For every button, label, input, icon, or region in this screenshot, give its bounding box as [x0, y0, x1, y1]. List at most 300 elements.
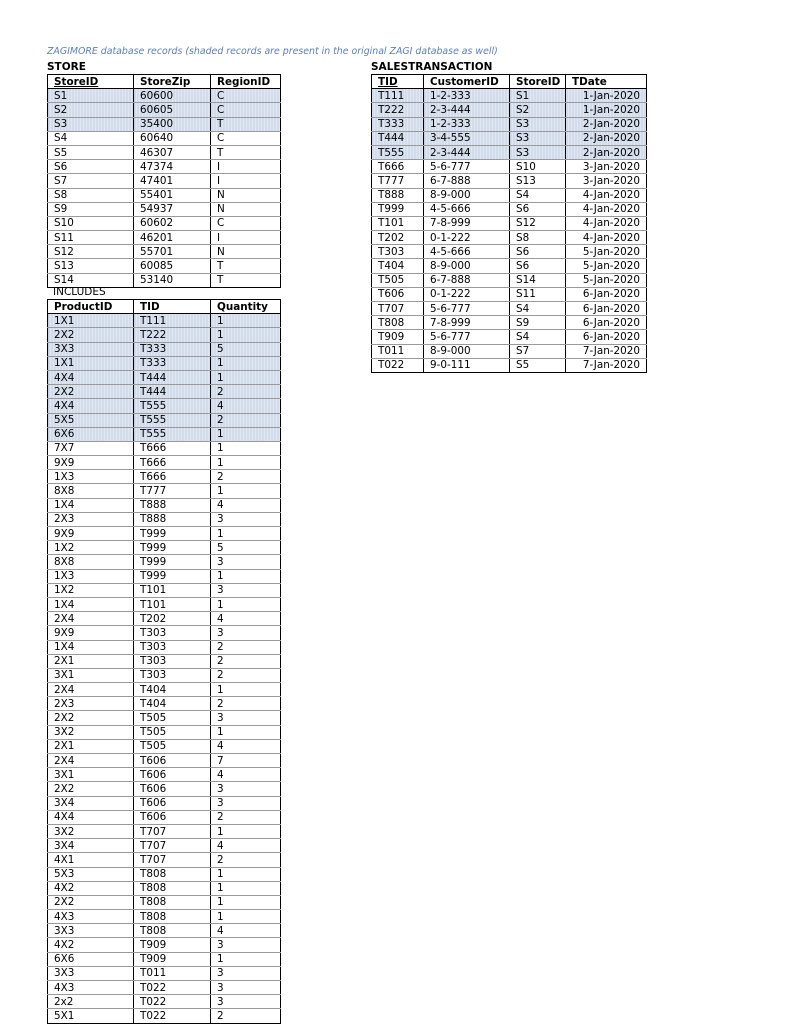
- includes-table-row: [48, 484, 281, 498]
- store-cell: 54937: [134, 202, 211, 216]
- includes-table-row: [48, 583, 281, 597]
- includes-cell: 4: [211, 498, 281, 512]
- includes-table-row: [48, 910, 281, 924]
- store-cell: 47374: [134, 160, 211, 174]
- sales-cell: 8-9-000: [424, 259, 510, 273]
- includes-cell: T505: [134, 739, 211, 753]
- includes-cell: 2X4: [48, 754, 134, 768]
- includes-table-row: [48, 981, 281, 995]
- includes-table-row: [48, 654, 281, 668]
- includes-cell: 9X9: [48, 527, 134, 541]
- includes-cell: 1: [211, 952, 281, 966]
- sales-table-row: [372, 287, 647, 301]
- includes-cell: 2X1: [48, 739, 134, 753]
- includes-cell: 2X2: [48, 711, 134, 725]
- sales-cell: S4: [510, 330, 566, 344]
- includes-cell: 8X8: [48, 484, 134, 498]
- store-header-storeid: StoreID: [48, 75, 134, 89]
- sales-cell: T222: [372, 103, 424, 117]
- includes-cell: T303: [134, 640, 211, 654]
- sales-cell: 1-2-333: [424, 117, 510, 131]
- includes-cell: 6X6: [48, 952, 134, 966]
- includes-cell: 1: [211, 314, 281, 328]
- sales-table-row: [372, 89, 647, 103]
- sales-cell: 6-7-888: [424, 174, 510, 188]
- includes-cell: T888: [134, 512, 211, 526]
- includes-cell: T333: [134, 356, 211, 370]
- includes-cell: 1X4: [48, 640, 134, 654]
- includes-table-row: [48, 683, 281, 697]
- includes-table-row: [48, 895, 281, 909]
- sales-cell: T022: [372, 358, 424, 372]
- sales-cell: 7-8-999: [424, 216, 510, 230]
- store-table-row: [48, 259, 281, 273]
- includes-cell: T666: [134, 456, 211, 470]
- includes-cell: T404: [134, 683, 211, 697]
- sales-cell: 2-Jan-2020: [566, 131, 647, 145]
- includes-cell: 2: [211, 640, 281, 654]
- includes-cell: 3: [211, 555, 281, 569]
- sales-cell: 6-Jan-2020: [566, 316, 647, 330]
- store-cell: I: [211, 174, 281, 188]
- includes-cell: 7: [211, 754, 281, 768]
- includes-cell: T444: [134, 385, 211, 399]
- includes-cell: 4X4: [48, 399, 134, 413]
- includes-cell: 3: [211, 796, 281, 810]
- sales-cell: 1-Jan-2020: [566, 103, 647, 117]
- includes-cell: T999: [134, 569, 211, 583]
- includes-table-row: [48, 370, 281, 384]
- includes-table-row: [48, 385, 281, 399]
- includes-cell: 1X4: [48, 597, 134, 611]
- includes-cell: 2: [211, 668, 281, 682]
- includes-header-tid: TID: [134, 300, 211, 314]
- sales-table-row: [372, 103, 647, 117]
- includes-cell: 3X1: [48, 668, 134, 682]
- includes-cell: T666: [134, 470, 211, 484]
- sales-cell: 2-Jan-2020: [566, 145, 647, 159]
- store-cell: C: [211, 89, 281, 103]
- sales-table-row: [372, 202, 647, 216]
- includes-cell: 4: [211, 739, 281, 753]
- includes-cell: 3: [211, 938, 281, 952]
- includes-cell: T808: [134, 910, 211, 924]
- includes-cell: 3: [211, 512, 281, 526]
- includes-cell: 9X9: [48, 626, 134, 640]
- includes-cell: T707: [134, 839, 211, 853]
- includes-cell: 2: [211, 853, 281, 867]
- includes-cell: T999: [134, 541, 211, 555]
- sales-cell: 2-Jan-2020: [566, 117, 647, 131]
- store-cell: S7: [48, 174, 134, 188]
- store-cell: S1: [48, 89, 134, 103]
- store-cell: 55701: [134, 245, 211, 259]
- sales-cell: 4-Jan-2020: [566, 188, 647, 202]
- includes-cell: 3X3: [48, 966, 134, 980]
- store-cell: 60605: [134, 103, 211, 117]
- sales-cell: T303: [372, 245, 424, 259]
- includes-cell: 2x2: [48, 995, 134, 1009]
- includes-cell: 2X2: [48, 895, 134, 909]
- includes-cell: T909: [134, 952, 211, 966]
- includes-cell: 1: [211, 867, 281, 881]
- store-cell: I: [211, 231, 281, 245]
- sales-cell: 5-6-777: [424, 330, 510, 344]
- sales-table-row: [372, 259, 647, 273]
- sales-cell: T011: [372, 344, 424, 358]
- sales-cell: 6-Jan-2020: [566, 302, 647, 316]
- includes-cell: 4X2: [48, 881, 134, 895]
- store-cell: I: [211, 160, 281, 174]
- includes-cell: T707: [134, 824, 211, 838]
- sales-cell: T444: [372, 131, 424, 145]
- includes-cell: 1X3: [48, 569, 134, 583]
- includes-cell: 4X3: [48, 981, 134, 995]
- store-table-row: [48, 202, 281, 216]
- sales-cell: 9-0-111: [424, 358, 510, 372]
- includes-cell: T666: [134, 441, 211, 455]
- includes-cell: T808: [134, 867, 211, 881]
- includes-table-row: [48, 427, 281, 441]
- includes-table-row: [48, 924, 281, 938]
- includes-cell: T303: [134, 668, 211, 682]
- store-cell: 55401: [134, 188, 211, 202]
- includes-cell: 3: [211, 966, 281, 980]
- includes-table-row: [48, 342, 281, 356]
- sales-cell: 7-Jan-2020: [566, 358, 647, 372]
- includes-cell: 4X3: [48, 910, 134, 924]
- sales-header-customerid: CustomerID: [424, 75, 510, 89]
- includes-table-title: INCLUDES: [53, 286, 106, 298]
- includes-cell: 3: [211, 626, 281, 640]
- includes-cell: T999: [134, 555, 211, 569]
- includes-table-row: [48, 782, 281, 796]
- sales-cell: S2: [510, 103, 566, 117]
- store-table-row: [48, 188, 281, 202]
- store-cell: S2: [48, 103, 134, 117]
- sales-cell: 6-Jan-2020: [566, 330, 647, 344]
- includes-cell: T444: [134, 370, 211, 384]
- store-cell: N: [211, 245, 281, 259]
- sales-table-row: [372, 160, 647, 174]
- store-cell: 60640: [134, 131, 211, 145]
- sales-cell: 5-6-777: [424, 302, 510, 316]
- store-cell: C: [211, 103, 281, 117]
- sales-cell: 7-Jan-2020: [566, 344, 647, 358]
- store-table-body: [48, 89, 281, 288]
- sales-table-row: [372, 188, 647, 202]
- includes-cell: 3: [211, 782, 281, 796]
- sales-cell: 3-4-555: [424, 131, 510, 145]
- includes-table-row: [48, 966, 281, 980]
- includes-cell: 2: [211, 810, 281, 824]
- includes-cell: 4X4: [48, 370, 134, 384]
- sales-cell: S4: [510, 188, 566, 202]
- sales-cell: 7-8-999: [424, 316, 510, 330]
- includes-cell: T222: [134, 328, 211, 342]
- includes-table-row: [48, 839, 281, 853]
- sales-cell: 4-Jan-2020: [566, 202, 647, 216]
- store-cell: T: [211, 273, 281, 287]
- includes-cell: 1: [211, 441, 281, 455]
- sales-cell: S13: [510, 174, 566, 188]
- includes-table-row: [48, 739, 281, 753]
- includes-cell: T022: [134, 1009, 211, 1023]
- includes-cell: T303: [134, 654, 211, 668]
- includes-table-row: [48, 569, 281, 583]
- includes-table-row: [48, 810, 281, 824]
- sales-table-body: [372, 89, 647, 373]
- includes-cell: 3X3: [48, 924, 134, 938]
- store-table: [47, 74, 281, 288]
- includes-cell: T606: [134, 768, 211, 782]
- includes-table-row: [48, 995, 281, 1009]
- store-cell: 60085: [134, 259, 211, 273]
- includes-cell: T101: [134, 583, 211, 597]
- sales-cell: T606: [372, 287, 424, 301]
- includes-cell: 2X2: [48, 782, 134, 796]
- sales-table-row: [372, 174, 647, 188]
- includes-cell: 1: [211, 597, 281, 611]
- includes-cell: 2X3: [48, 512, 134, 526]
- includes-table-row: [48, 314, 281, 328]
- store-table-row: [48, 117, 281, 131]
- includes-cell: 5X3: [48, 867, 134, 881]
- includes-table-row: [48, 456, 281, 470]
- sales-table-row: [372, 302, 647, 316]
- sales-cell: S10: [510, 160, 566, 174]
- store-table-row: [48, 245, 281, 259]
- includes-cell: 1: [211, 725, 281, 739]
- includes-table-row: [48, 824, 281, 838]
- sales-cell: 4-Jan-2020: [566, 231, 647, 245]
- store-cell: S6: [48, 160, 134, 174]
- includes-table-row: [48, 754, 281, 768]
- includes-table-row: [48, 881, 281, 895]
- sales-cell: 2-3-444: [424, 103, 510, 117]
- includes-cell: 2: [211, 654, 281, 668]
- sales-header-tdate: TDate: [566, 75, 647, 89]
- sales-table-row: [372, 231, 647, 245]
- includes-cell: 4: [211, 768, 281, 782]
- includes-table-row: [48, 597, 281, 611]
- includes-cell: 2: [211, 470, 281, 484]
- includes-cell: T022: [134, 981, 211, 995]
- salestransaction-table: [371, 74, 647, 373]
- includes-cell: 3X4: [48, 839, 134, 853]
- store-cell: S3: [48, 117, 134, 131]
- sales-cell: 2-3-444: [424, 145, 510, 159]
- store-table-row: [48, 174, 281, 188]
- sales-table-row: [372, 117, 647, 131]
- sales-cell: S3: [510, 131, 566, 145]
- sales-cell: T101: [372, 216, 424, 230]
- sales-cell: T888: [372, 188, 424, 202]
- includes-cell: 1: [211, 683, 281, 697]
- sales-cell: S6: [510, 259, 566, 273]
- includes-cell: T606: [134, 810, 211, 824]
- includes-table-row: [48, 527, 281, 541]
- sales-cell: S12: [510, 216, 566, 230]
- sales-cell: 3-Jan-2020: [566, 160, 647, 174]
- store-cell: 60600: [134, 89, 211, 103]
- includes-cell: T333: [134, 342, 211, 356]
- includes-table-row: [48, 399, 281, 413]
- includes-cell: 1: [211, 456, 281, 470]
- includes-table-row: [48, 612, 281, 626]
- includes-cell: 2X2: [48, 328, 134, 342]
- includes-cell: 2: [211, 697, 281, 711]
- includes-cell: 4X1: [48, 853, 134, 867]
- includes-cell: 1: [211, 527, 281, 541]
- includes-cell: T909: [134, 938, 211, 952]
- store-table-row: [48, 160, 281, 174]
- includes-cell: 3X3: [48, 342, 134, 356]
- sales-header-tid: TID: [372, 75, 424, 89]
- sales-cell: T999: [372, 202, 424, 216]
- sales-table-row: [372, 344, 647, 358]
- store-table-title: STORE: [47, 61, 86, 73]
- store-header-storezip: StoreZip: [134, 75, 211, 89]
- sales-cell: S7: [510, 344, 566, 358]
- store-header-regionid: RegionID: [211, 75, 281, 89]
- sales-cell: 5-Jan-2020: [566, 245, 647, 259]
- includes-cell: T303: [134, 626, 211, 640]
- store-cell: S11: [48, 231, 134, 245]
- sales-cell: 4-Jan-2020: [566, 216, 647, 230]
- includes-cell: T808: [134, 895, 211, 909]
- store-cell: S9: [48, 202, 134, 216]
- store-cell: T: [211, 145, 281, 159]
- store-cell: N: [211, 202, 281, 216]
- sales-cell: T555: [372, 145, 424, 159]
- includes-cell: 3: [211, 981, 281, 995]
- sales-cell: T808: [372, 316, 424, 330]
- includes-table-row: [48, 328, 281, 342]
- sales-cell: 0-1-222: [424, 231, 510, 245]
- includes-cell: 1: [211, 824, 281, 838]
- includes-cell: T022: [134, 995, 211, 1009]
- includes-cell: 2X3: [48, 697, 134, 711]
- includes-cell: 8X8: [48, 555, 134, 569]
- sales-table-row: [372, 358, 647, 372]
- sales-cell: T333: [372, 117, 424, 131]
- includes-header-productid: ProductID: [48, 300, 134, 314]
- includes-cell: 1X2: [48, 541, 134, 555]
- sales-cell: S6: [510, 245, 566, 259]
- sales-cell: T404: [372, 259, 424, 273]
- includes-cell: 1: [211, 569, 281, 583]
- includes-cell: T606: [134, 754, 211, 768]
- includes-table-row: [48, 768, 281, 782]
- sales-table-row: [372, 245, 647, 259]
- sales-cell: 5-Jan-2020: [566, 259, 647, 273]
- includes-cell: 2: [211, 413, 281, 427]
- includes-table-row: [48, 541, 281, 555]
- sales-cell: T111: [372, 89, 424, 103]
- includes-cell: 3: [211, 711, 281, 725]
- includes-header-quantity: Quantity: [211, 300, 281, 314]
- store-cell: C: [211, 131, 281, 145]
- includes-cell: 1: [211, 356, 281, 370]
- sales-table-row: [372, 273, 647, 287]
- includes-table-row: [48, 725, 281, 739]
- includes-cell: 1X1: [48, 356, 134, 370]
- includes-table-row: [48, 413, 281, 427]
- includes-cell: 1: [211, 895, 281, 909]
- includes-cell: T011: [134, 966, 211, 980]
- sales-cell: T666: [372, 160, 424, 174]
- store-cell: S12: [48, 245, 134, 259]
- sales-table-row: [372, 131, 647, 145]
- sales-table-row: [372, 316, 647, 330]
- sales-cell: S4: [510, 302, 566, 316]
- sales-cell: T777: [372, 174, 424, 188]
- includes-table: [47, 299, 281, 1024]
- sales-cell: S3: [510, 117, 566, 131]
- includes-cell: 4X4: [48, 810, 134, 824]
- sales-cell: 6-Jan-2020: [566, 287, 647, 301]
- sales-cell: T202: [372, 231, 424, 245]
- store-table-row: [48, 216, 281, 230]
- sales-cell: 4-5-666: [424, 245, 510, 259]
- includes-cell: 1X2: [48, 583, 134, 597]
- sales-cell: S14: [510, 273, 566, 287]
- includes-cell: T606: [134, 782, 211, 796]
- includes-cell: T505: [134, 711, 211, 725]
- salestransaction-table-title: SALESTRANSACTION: [371, 61, 493, 73]
- includes-cell: 1: [211, 427, 281, 441]
- store-cell: T: [211, 117, 281, 131]
- includes-cell: T888: [134, 498, 211, 512]
- includes-table-row: [48, 697, 281, 711]
- includes-cell: 2X2: [48, 385, 134, 399]
- includes-cell: T707: [134, 853, 211, 867]
- page-caption: ZAGIMORE database records (shaded records are present in the original ZAGI database as well): [47, 46, 498, 57]
- sales-cell: 6-7-888: [424, 273, 510, 287]
- includes-table-row: [48, 952, 281, 966]
- includes-cell: 5: [211, 541, 281, 555]
- includes-cell: T101: [134, 597, 211, 611]
- store-table-row: [48, 145, 281, 159]
- includes-cell: 9X9: [48, 456, 134, 470]
- store-cell: 35400: [134, 117, 211, 131]
- includes-cell: 3X4: [48, 796, 134, 810]
- store-cell: N: [211, 188, 281, 202]
- includes-cell: T505: [134, 725, 211, 739]
- includes-cell: 3X2: [48, 725, 134, 739]
- includes-cell: 2: [211, 1009, 281, 1023]
- includes-cell: 4: [211, 612, 281, 626]
- sales-cell: S1: [510, 89, 566, 103]
- includes-table-row: [48, 626, 281, 640]
- includes-cell: 2X4: [48, 612, 134, 626]
- includes-table-row: [48, 555, 281, 569]
- store-cell: T: [211, 259, 281, 273]
- includes-cell: 4: [211, 839, 281, 853]
- sales-cell: T505: [372, 273, 424, 287]
- store-table-row: [48, 231, 281, 245]
- sales-cell: T707: [372, 302, 424, 316]
- includes-table-row: [48, 938, 281, 952]
- sales-cell: 3-Jan-2020: [566, 174, 647, 188]
- includes-table-row: [48, 853, 281, 867]
- includes-cell: T555: [134, 427, 211, 441]
- sales-cell: 1-2-333: [424, 89, 510, 103]
- includes-cell: 4: [211, 924, 281, 938]
- includes-cell: 1X1: [48, 314, 134, 328]
- sales-cell: 5-Jan-2020: [566, 273, 647, 287]
